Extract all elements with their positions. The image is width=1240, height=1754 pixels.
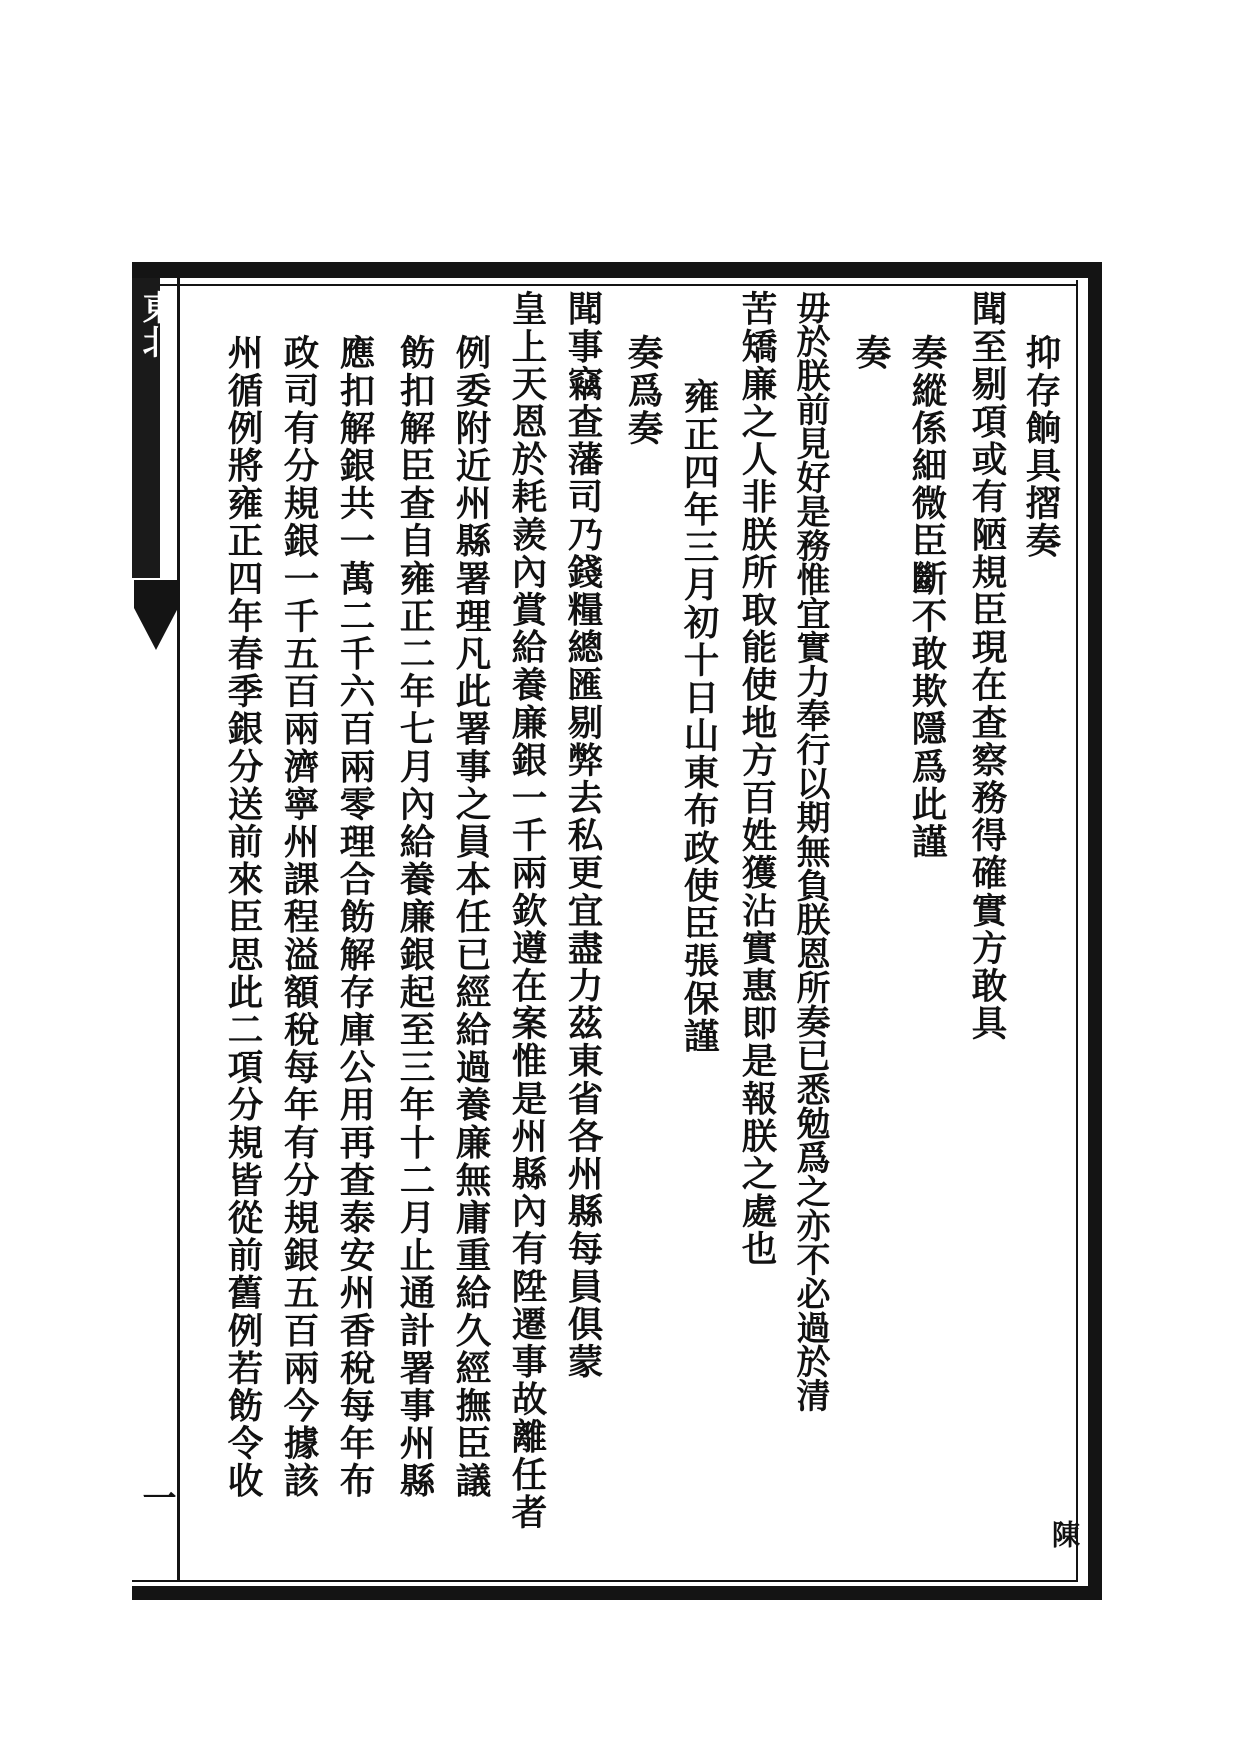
text-column-8: 奏爲奏: [622, 334, 663, 447]
text-column-14: 政司有分規銀一千五百兩濟寧州課程溢額稅每年有分規銀五百兩今據該: [278, 334, 319, 1500]
spine-title-text: 東北: [136, 290, 176, 358]
frame-right-border: [1088, 262, 1102, 1600]
text-column-1: 抑存餉具摺奏: [1020, 334, 1061, 560]
frame-bottom-border: [132, 1586, 1102, 1600]
text-column-7: 雍正四年三月初十日山東布政使臣張保謹: [678, 378, 719, 1055]
frame-right-inner-border: [1076, 280, 1078, 1582]
text-column-4: 奏: [850, 334, 891, 372]
text-column-6: 苦矯廉之人非朕所取能使地方百姓獲沾實惠即是報朕之處也: [736, 290, 777, 1268]
frame-top-inner-border: [132, 284, 1078, 286]
text-column-15: 州循例將雍正四年春季銀分送前來臣思此二項分規皆從前舊例若飭令收: [222, 334, 263, 1500]
spine-page-number: 一: [136, 1480, 176, 1514]
text-column-11: 例委附近州縣署理凡此署事之員本任已經給過養廉無庸重給久經撫臣議: [450, 334, 491, 1500]
margin-seal-character: 陳: [1048, 1520, 1081, 1548]
text-column-12: 飭扣解臣查自雍正二年七月內給養廉銀起至三年十二月止通計署事州縣: [394, 334, 435, 1500]
frame-top-border: [132, 262, 1102, 278]
text-column-5: 毋於朕前見好是務惟宜實力奉行以期無負朕恩所奏已悉勉爲之亦不必過於清: [790, 290, 830, 1412]
text-column-10: 皇上天恩於耗羨內賞給養廉銀一千兩欽遵在案惟是州縣內有陞遷事故離任者: [506, 290, 547, 1531]
text-column-9: 聞事竊查藩司乃錢糧總匯剔弊去私更宜盡力茲東省各州縣每員俱蒙: [562, 290, 603, 1381]
text-column-2: 聞至剔項或有陋規臣現在查察務得確實方敢具: [966, 290, 1007, 1042]
frame-bottom-inner-border: [132, 1580, 1078, 1582]
text-column-3: 奏縱係細微臣斷不敢欺隱爲此謹: [906, 334, 947, 861]
text-column-13: 應扣解銀共一萬二千六百兩零理合飭解存庫公用再查泰安州香稅每年布: [334, 334, 375, 1500]
